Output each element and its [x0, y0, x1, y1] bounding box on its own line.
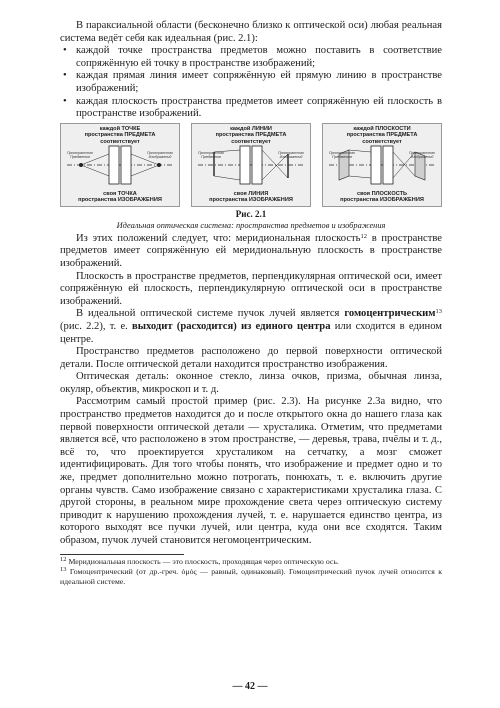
- panel-footer-line: пространства ИЗОБРАЖЕНИЯ: [78, 197, 162, 204]
- footnote-divider: [60, 554, 184, 555]
- footnote-text: Гомоцентрический (от др.-греч. ὁμός — равный, одинаковый). Гомоцентрический пучок лучей относится к идеальной системе.: [60, 566, 442, 586]
- panel-heading-line: каждой ЛИНИИ: [230, 125, 272, 132]
- paragraph-3: [60, 308, 442, 346]
- bullet-icon: •: [63, 70, 67, 82]
- bullet-list: [60, 45, 442, 121]
- footnote-ref: 13: [435, 308, 442, 316]
- bullet-icon: •: [63, 45, 67, 57]
- panel-heading-line: соответствует: [100, 138, 140, 145]
- bullet-text: каждая плоскость пространства предметов имеет сопряжённую ей плоскость в пространстве изображений.: [76, 95, 442, 120]
- footnote-ref: 12: [360, 232, 368, 240]
- panel-heading: [323, 126, 441, 145]
- footnote-number: 12: [60, 555, 67, 563]
- panel-heading-line: пространства ПРЕДМЕТА: [84, 132, 156, 139]
- panel-footer-line: пространства ИЗОБРАЖЕНИЯ: [340, 197, 424, 204]
- figure-2-1: [60, 123, 442, 207]
- paragraph-1: [60, 233, 442, 271]
- paragraph-5: Оптическая деталь: оконное стекло, линза очков, призма, обычная линза, окуляр, объектив, микроскоп и т. д.: [60, 371, 442, 395]
- bullet-text: каждой точке пространства предметов можно поставить в соответствие сопряжённую ей точку в пространстве изображений;: [76, 45, 442, 69]
- panel-footer: [192, 191, 310, 204]
- panel-footer-line: своя ПЛОСКОСТЬ: [356, 190, 408, 197]
- object-space-label: Пространство Предметов: [67, 150, 93, 159]
- paragraph-text: В идеальной оптической системе пучок лучей является: [76, 308, 345, 320]
- bullet-text: каждая прямая линия имеет сопряжённую ей прямую линию в пространстве изображений;: [76, 70, 442, 94]
- paragraph-6: Рассмотрим самый простой пример (рис. 2.3). На рисунке 2.3а видно, что пространство предметов находится до и после открытого окна до нашего глаза как первой поверхности оптической детали — хрусталика. Отметим, что предметами является всё, что расположено в этом пространстве, — деревья, трава, пчёлы и т. д., всё то, что проектируется хрусталиком на сетчатку, а мозг сможет идентифицировать. Для того чтобы понять, что изображение и предмет одно и то же, предмет дополнительно можно потрогать, понюхать, т. е. включить другие органы чувств. Само изображение связано с характеристиками хрусталика глаза. С другой стороны, в реальном мире прохождение света через оптическую систему приводит к нарушению прохождения лучей, т. е. нарушается единство центра, из которого выходят все пучки лучей, или центра, куда они все сходятся. Таким образом, пучок лучей становится негомоцентрическим.: [60, 396, 442, 546]
- footnote: [60, 557, 442, 567]
- panel-heading-line: соответствует: [362, 138, 402, 145]
- paragraph-text: в пространстве предметов имеет сопряжённую ей меридиональную плоскость в пространстве изображений.: [60, 232, 442, 269]
- footnote-number: 13: [60, 565, 67, 573]
- panel-footer: [61, 191, 179, 204]
- intro-paragraph: В параксиальной области (бесконечно близко к оптической оси) любая реальная система ведёт себя как идеальная (рис. 2.1):: [60, 20, 442, 44]
- bullet-icon: •: [63, 95, 67, 107]
- figure-panel-point: [60, 123, 180, 207]
- paragraph-4: Пространство предметов расположено до первой поверхности оптической детали. После оптической детали находится пространство изображения.: [60, 346, 442, 370]
- page-number: — 42 —: [232, 681, 268, 692]
- footnotes: [60, 557, 442, 588]
- figure-subcaption: Идеальная оптическая система: пространства предметов и изображения: [116, 220, 386, 230]
- figure-caption: Рис. 2.1: [235, 208, 267, 219]
- panel-heading: [192, 126, 310, 145]
- term-bold: гомоцентрическим: [344, 308, 436, 320]
- panel-footer-line: своя ЛИНИЯ: [233, 190, 269, 197]
- image-space-label: Пространство Изображений: [278, 150, 304, 159]
- bullet-item: [60, 96, 442, 121]
- bullet-item: [60, 45, 442, 70]
- panel-heading-line: пространства ПРЕДМЕТА: [346, 132, 418, 139]
- object-space-label: Пространство Предметов: [329, 150, 355, 159]
- footnote: [60, 567, 442, 587]
- bullet-item: [60, 70, 442, 95]
- figure-panel-plane: [322, 123, 442, 207]
- image-space-label: Пространство Изображений: [147, 150, 173, 159]
- panel-footer-line: своя ТОЧКА: [103, 190, 137, 197]
- figure-panel-line: [191, 123, 311, 207]
- paragraph-text: (рис. 2.2), т. е.: [60, 320, 133, 332]
- panel-heading-line: каждой ПЛОСКОСТИ: [353, 125, 411, 132]
- panel-heading-line: соответствует: [231, 138, 271, 145]
- panel-footer: [323, 191, 441, 204]
- image-space-label: Пространство Изображений: [409, 150, 435, 159]
- paragraph-text: или сходится в едином центре.: [60, 320, 442, 345]
- footnote-text: Меридиональная плоскость — это плоскость, проходящая через оптическую ось.: [66, 556, 339, 566]
- panel-heading-line: пространства ПРЕДМЕТА: [215, 132, 287, 139]
- panel-heading-line: каждой ТОЧКЕ: [99, 125, 141, 132]
- emphasis-bold: выходит (расходится) из единого центра: [132, 320, 331, 332]
- paragraph-2: Плоскость в пространстве предметов, перпендикулярная оптической оси, имеет сопряжённую ей плоскость, перпендикулярную оптической оси в пространстве изображений.: [60, 270, 442, 307]
- panel-footer-line: пространства ИЗОБРАЖЕНИЯ: [209, 197, 293, 204]
- object-space-label: Пространство Предметов: [198, 150, 224, 159]
- panel-heading: [61, 126, 179, 145]
- paragraph-text: Из этих положений следует, что: меридиональная плоскость: [76, 232, 361, 244]
